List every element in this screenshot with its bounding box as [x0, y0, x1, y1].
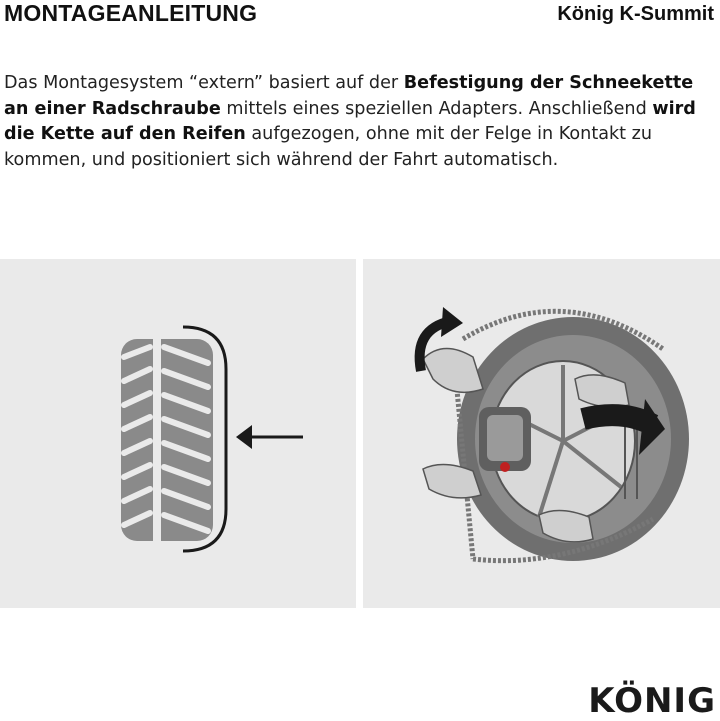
intro-text-1: Das Montagesystem “extern” basiert auf der [4, 73, 404, 93]
intro-paragraph [4, 71, 716, 173]
page-title: MONTAGEANLEITUNG [4, 0, 258, 26]
tire-tread-illustration-panel [0, 259, 356, 608]
tire-tread-icon [0, 259, 356, 608]
koenig-logo: KÖNIG [588, 681, 716, 721]
intro-text-3: aufgezogen, ohne mit der Felge in Kontakt zu kommen, und positioniert sich während der Fahrt automatisch. [4, 124, 653, 170]
product-model: König K-Summit [557, 3, 714, 25]
intro-text-2: mittels eines speziellen Adapters. Anschließend [220, 98, 653, 119]
intro-bold-1: Befestigung der Schneekette an einer Radschraube [4, 73, 694, 119]
intro-bold-2: wird die Kette auf den Reifen [4, 98, 696, 144]
mounting-illustration-panel [363, 259, 720, 608]
wheel-chain-mounting-icon [363, 259, 720, 608]
